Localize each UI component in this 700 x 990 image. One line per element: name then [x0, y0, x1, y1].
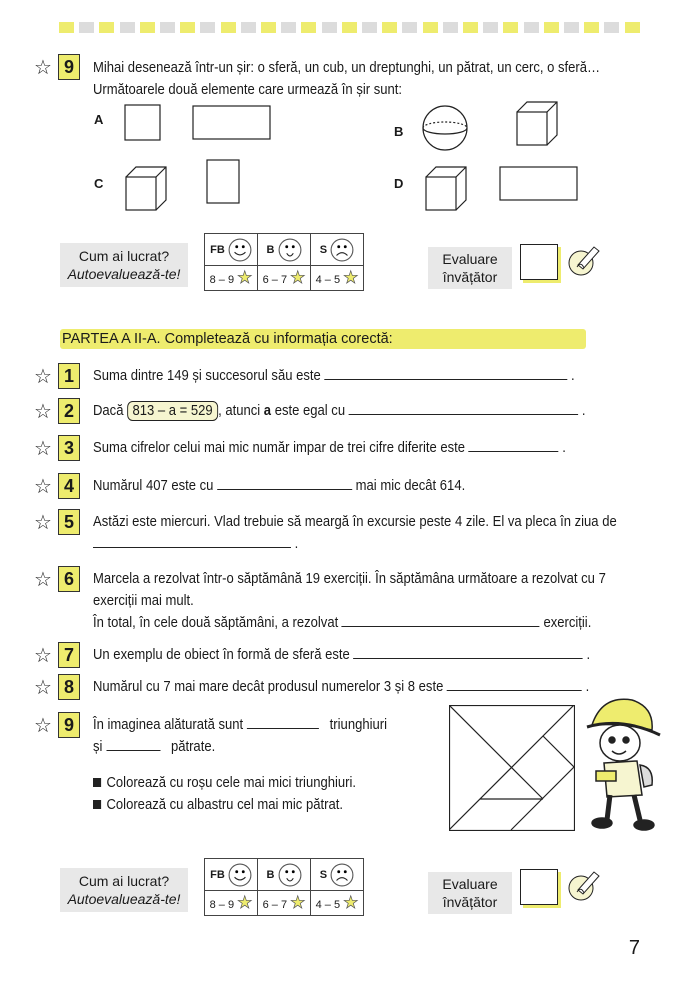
level-code: S	[319, 868, 328, 881]
prompt-line: Cum ai lucrat?	[78, 873, 170, 889]
level-range-cell[interactable]	[258, 266, 311, 291]
star-icon: ★	[343, 893, 359, 912]
strip-segment	[503, 22, 518, 33]
prompt-line: Autoevaluează-te!	[67, 266, 181, 282]
exercise-5	[93, 511, 642, 555]
level-code: B	[266, 868, 275, 881]
exercise-text: a	[263, 403, 272, 419]
exercise-number: 6	[58, 566, 80, 592]
star-icon: ☆	[34, 57, 52, 79]
exercise-text: Un exemplu de obiect în formă de sferă este	[93, 647, 350, 663]
exercise-text: În total, în cele două săptămâni, a rezolvat	[93, 615, 339, 631]
exercise-6	[93, 568, 642, 634]
option-c-label: C	[94, 176, 104, 191]
answer-blank[interactable]	[106, 736, 160, 751]
sad-face-icon	[330, 863, 354, 887]
exercise-text: .	[571, 368, 575, 384]
star-icon: ☆	[34, 401, 52, 423]
exercise-text: exerciții.	[543, 615, 592, 631]
level-range: 8 – 9	[209, 274, 235, 286]
exercise-text: , atunci	[218, 403, 261, 419]
strip-segment	[625, 22, 640, 33]
rectangle-shape	[500, 167, 577, 200]
exercise-number: 7	[58, 642, 80, 668]
equation-box: 813 – a = 529	[127, 401, 218, 421]
strip-segment	[120, 22, 135, 33]
star-icon: ☆	[34, 512, 52, 534]
cube-shape	[517, 102, 557, 145]
star-icon: ☆	[34, 366, 52, 388]
exercise-number: 9	[58, 54, 80, 80]
answer-blank[interactable]	[324, 365, 567, 380]
strip-segment	[322, 22, 337, 33]
option-a-label: A	[94, 112, 104, 127]
teacher-grade-box[interactable]	[520, 244, 558, 280]
level-range: 8 – 9	[209, 899, 235, 911]
exercise-number: 2	[58, 398, 80, 424]
answer-blank[interactable]	[247, 714, 319, 729]
level-s	[311, 234, 364, 266]
star-icon: ★	[237, 893, 253, 912]
exercise-number: 5	[58, 509, 80, 535]
exercise-text: triunghiuri	[329, 717, 387, 733]
strip-segment	[241, 22, 256, 33]
level-range-cell[interactable]	[205, 266, 258, 291]
exercise-text: Dacă	[93, 403, 124, 419]
level-fb	[205, 859, 258, 891]
strip-segment	[200, 22, 215, 33]
option-d-label: D	[394, 176, 404, 191]
teacher-line: Evaluare	[442, 251, 498, 267]
tongue-face-icon	[278, 863, 302, 887]
happy-face-icon	[228, 238, 252, 262]
strip-segment	[584, 22, 599, 33]
self-evaluation-table	[204, 858, 364, 916]
level-code: FB	[210, 243, 225, 256]
sphere-shape	[423, 106, 467, 150]
exercise-text: este egal cu	[274, 403, 346, 419]
exercise-text: .	[581, 403, 586, 419]
strip-segment	[221, 22, 236, 33]
exercise-text: .	[294, 536, 299, 552]
exercise-text: .	[586, 647, 591, 663]
star-icon: ☆	[34, 677, 52, 699]
exercise-text: Suma dintre 149 și succesorul său este	[93, 368, 321, 384]
strip-segment	[180, 22, 195, 33]
star-icon: ☆	[34, 645, 52, 667]
explorer-boy-illustration	[582, 695, 667, 835]
level-b	[258, 234, 311, 266]
exercise-7	[93, 644, 642, 666]
level-code: FB	[210, 868, 225, 881]
star-icon: ★	[290, 893, 306, 912]
answer-blank[interactable]	[217, 475, 352, 490]
exercise-text: Suma cifrelor celui mai mic număr impar de trei cifre diferite este	[93, 440, 466, 456]
exercise-text: .	[562, 440, 566, 456]
exercise-text: Colorează cu albastru cel mai mic pătrat.	[106, 797, 343, 813]
shape-options-drawing	[0, 95, 700, 215]
exercise-8	[93, 676, 642, 698]
sad-face-icon	[330, 238, 354, 262]
teacher-line: învățător	[442, 894, 498, 910]
strip-segment	[423, 22, 438, 33]
exercise-3	[93, 437, 642, 459]
exercise-text: Marcela a rezolvat într-o săptămână 19 exerciții. În săptămâna următoare a rezolvat cu 7 exerciții mai mult.	[93, 571, 606, 609]
option-b-label: B	[394, 124, 404, 139]
level-range-cell[interactable]	[311, 891, 364, 916]
level-fb	[205, 234, 258, 266]
answer-blank[interactable]	[353, 644, 583, 659]
bullet-icon	[93, 778, 101, 787]
strip-segment	[544, 22, 559, 33]
level-s	[311, 859, 364, 891]
strip-segment	[463, 22, 478, 33]
strip-segment	[483, 22, 498, 33]
page-number: 7	[628, 937, 640, 959]
pencil-stamp-icon	[566, 868, 602, 904]
exercise-text: și	[93, 739, 103, 755]
level-range: 4 – 5	[315, 274, 341, 286]
exercise-number: 9	[58, 712, 80, 738]
cube-shape	[426, 167, 466, 210]
happy-face-icon	[228, 863, 252, 887]
exercise-text: În imaginea alăturată sunt	[93, 717, 244, 733]
level-code: B	[266, 243, 275, 256]
exercise-number: 8	[58, 674, 80, 700]
rectangle-shape	[193, 106, 270, 139]
strip-segment	[402, 22, 417, 33]
self-evaluation-table	[204, 233, 364, 291]
exercise-4	[93, 475, 642, 497]
answer-blank[interactable]	[447, 676, 582, 691]
level-range-cell[interactable]	[258, 891, 311, 916]
level-range-cell[interactable]	[311, 266, 364, 291]
teacher-line: Evaluare	[442, 876, 498, 892]
teacher-evaluation-label	[428, 247, 512, 289]
exercise-text: .	[585, 679, 590, 695]
exercise-1	[93, 365, 642, 387]
bullet-icon	[93, 800, 101, 809]
strip-segment	[79, 22, 94, 33]
star-icon: ☆	[34, 569, 52, 591]
star-icon: ★	[237, 268, 253, 287]
teacher-line: învățător	[442, 269, 498, 285]
star-icon: ☆	[34, 476, 52, 498]
strip-segment	[564, 22, 579, 33]
level-range: 4 – 5	[315, 899, 341, 911]
strip-segment	[604, 22, 619, 33]
cube-shape	[126, 167, 166, 210]
star-icon: ☆	[34, 438, 52, 460]
exercise-2	[93, 400, 642, 422]
exercise-text: pătrate.	[170, 739, 216, 755]
tongue-face-icon	[278, 238, 302, 262]
star-icon: ★	[290, 268, 306, 287]
strip-segment	[443, 22, 458, 33]
level-range-cell[interactable]	[205, 891, 258, 916]
self-evaluation-prompt	[60, 868, 188, 912]
square-shape	[125, 105, 160, 140]
strip-segment	[342, 22, 357, 33]
answer-blank[interactable]	[469, 437, 559, 452]
exercise-number: 4	[58, 473, 80, 499]
strip-segment	[281, 22, 296, 33]
strip-segment	[261, 22, 276, 33]
exercise-text: Numărul 407 este cu	[93, 478, 214, 494]
strip-segment	[140, 22, 155, 33]
pencil-stamp-icon	[566, 243, 602, 279]
star-icon: ★	[343, 268, 359, 287]
strip-segment	[362, 22, 377, 33]
exercise-text: Astăzi este miercuri. Vlad trebuie să meargă în excursie peste 4 zile. El va pleca în ziua de	[93, 514, 617, 530]
exercise-text: Colorează cu roșu cele mai mici triunghiuri.	[106, 775, 357, 791]
self-evaluation-prompt	[60, 243, 188, 287]
answer-blank[interactable]	[349, 400, 579, 415]
answer-blank[interactable]	[342, 612, 540, 627]
level-range: 6 – 7	[262, 899, 288, 911]
answer-blank[interactable]	[93, 533, 291, 548]
teacher-grade-box[interactable]	[520, 869, 558, 905]
star-icon: ☆	[34, 715, 52, 737]
exercise-number: 3	[58, 435, 80, 461]
strip-segment	[382, 22, 397, 33]
prompt-line: Autoevaluează-te!	[67, 891, 181, 907]
square-shape	[207, 160, 239, 203]
strip-segment	[160, 22, 175, 33]
strip-segment	[301, 22, 316, 33]
exercise-text: Mihai desenează într-un șir: o sferă, un cub, un dreptunghi, un pătrat, un cerc, o sferă… Următoarele două elemente care urmează în șir sunt:	[93, 60, 601, 98]
exercise-number: 1	[58, 363, 80, 389]
exercise-text: Numărul cu 7 mai mare decât produsul numerelor 3 și 8 este	[93, 679, 444, 695]
exercise-text: mai mic decât 614.	[355, 478, 466, 494]
level-range: 6 – 7	[262, 274, 288, 286]
level-code: S	[319, 243, 328, 256]
section-header: PARTEA A II-A. Completează cu informația corectă:	[60, 329, 586, 349]
prompt-line: Cum ai lucrat?	[78, 248, 170, 264]
teacher-evaluation-label	[428, 872, 512, 914]
strip-segment	[524, 22, 539, 33]
exercise-9	[93, 714, 417, 816]
strip-segment	[99, 22, 114, 33]
level-b	[258, 859, 311, 891]
tangram-figure	[449, 705, 575, 831]
strip-segment	[59, 22, 74, 33]
